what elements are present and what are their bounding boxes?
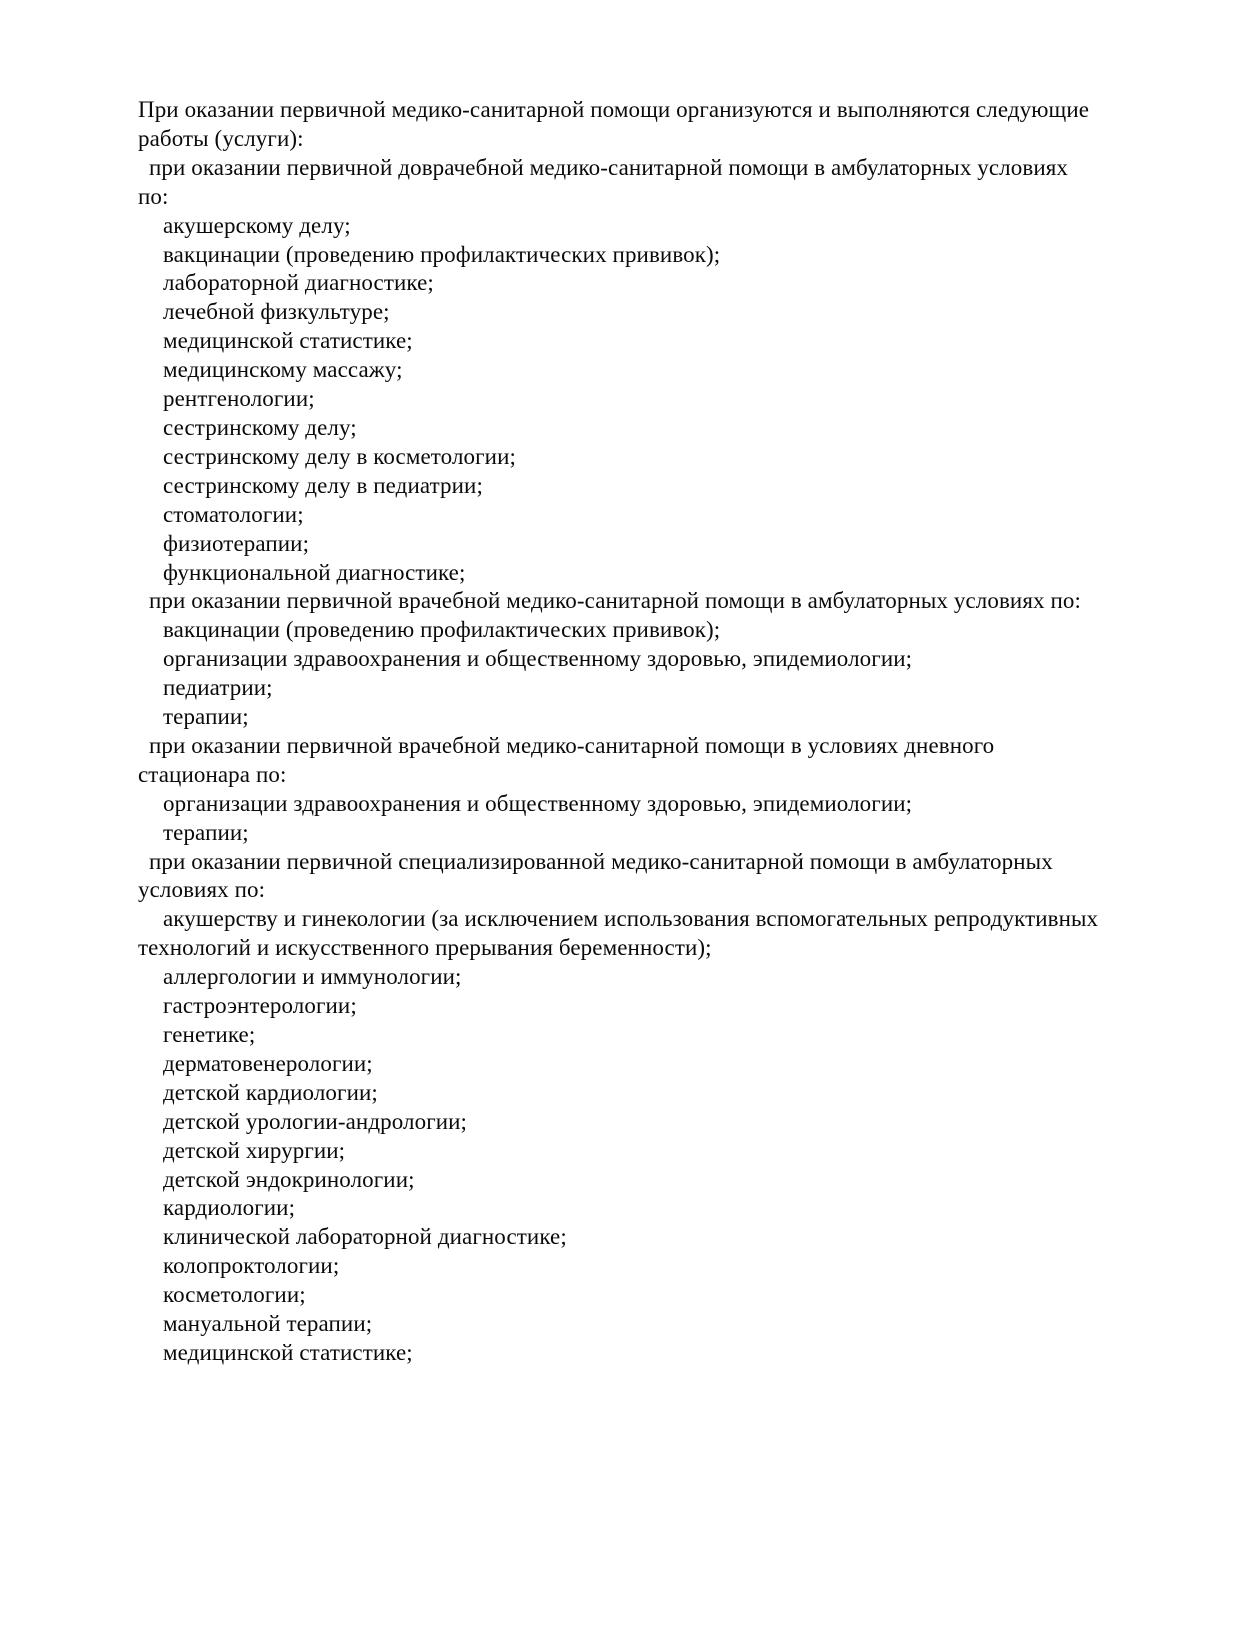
text-line: медицинской статистике; bbox=[163, 1339, 413, 1365]
text-line: детской урологии-андрологии; bbox=[163, 1108, 468, 1134]
text-line: аллергологии и иммунологии; bbox=[163, 964, 462, 990]
text-line: кардиологии; bbox=[163, 1195, 296, 1221]
text-line: сестринскому делу в косметологии; bbox=[163, 443, 516, 469]
text-line: организации здравоохранения и общественному здоровью, эпидемиологии; bbox=[163, 790, 913, 816]
text-line: детской хирургии; bbox=[163, 1137, 346, 1163]
text-line: рентгенологии; bbox=[163, 386, 315, 412]
text-line: терапии; bbox=[163, 819, 249, 845]
text-line: медицинской статистике; bbox=[163, 328, 413, 354]
text-line: терапии; bbox=[163, 704, 249, 730]
text-line: при оказании первичной врачебной медико-санитарной помощи в условиях дневного bbox=[149, 732, 995, 758]
text-line: условиях по: bbox=[138, 877, 266, 903]
text-line: детской эндокринологии; bbox=[163, 1166, 415, 1192]
text-line: стоматологии; bbox=[163, 501, 304, 527]
text-line: при оказании первичной врачебной медико-санитарной помощи в амбулаторных условиях по: bbox=[149, 588, 1081, 614]
text-line: сестринскому делу в педиатрии; bbox=[163, 472, 483, 498]
text-line: колопроктологии; bbox=[163, 1253, 340, 1279]
text-line: детской кардиологии; bbox=[163, 1079, 378, 1105]
text-line: при оказании первичной специализированной медико-санитарной помощи в амбулаторных bbox=[149, 848, 1053, 874]
text-line: мануальной терапии; bbox=[163, 1311, 373, 1337]
text-line: организации здравоохранения и общественному здоровью, эпидемиологии; bbox=[163, 646, 913, 672]
text-line: по: bbox=[138, 183, 169, 209]
text-line: дерматовенерологии; bbox=[163, 1050, 373, 1076]
text-line: вакцинации (проведению профилактических прививок); bbox=[163, 241, 721, 267]
text-line: при оказании первичной доврачебной медико-санитарной помощи в амбулаторных условиях bbox=[149, 154, 1069, 180]
text-line: технологий и искусственного прерывания беременности); bbox=[138, 935, 712, 961]
text-line: лабораторной диагностике; bbox=[163, 270, 434, 296]
text-line: вакцинации (проведению профилактических прививок); bbox=[163, 617, 721, 643]
text-line: акушерскому делу; bbox=[163, 212, 351, 238]
text-line: педиатрии; bbox=[163, 675, 273, 701]
text-line: гастроэнтерологии; bbox=[163, 993, 357, 1019]
text-line: клинической лабораторной диагностике; bbox=[163, 1224, 567, 1250]
text-line: стационара по: bbox=[138, 761, 287, 787]
text-line: физиотерапии; bbox=[163, 530, 310, 556]
text-line: косметологии; bbox=[163, 1282, 306, 1308]
text-line: медицинскому массажу; bbox=[163, 357, 403, 383]
text-line: сестринскому делу; bbox=[163, 414, 357, 440]
text-line: акушерству и гинекологии (за исключением использования вспомогательных репродуктивных bbox=[163, 906, 1099, 932]
text-line: генетике; bbox=[163, 1022, 256, 1047]
text-line: лечебной физкультуре; bbox=[163, 299, 390, 325]
text-line: При оказании первичной медико-санитарной помощи организуются и выполняются следующие bbox=[138, 97, 1090, 122]
document-content bbox=[138, 96, 1180, 1368]
text-line: функциональной диагностике; bbox=[163, 559, 466, 585]
text-line: работы (услуги): bbox=[138, 125, 304, 151]
